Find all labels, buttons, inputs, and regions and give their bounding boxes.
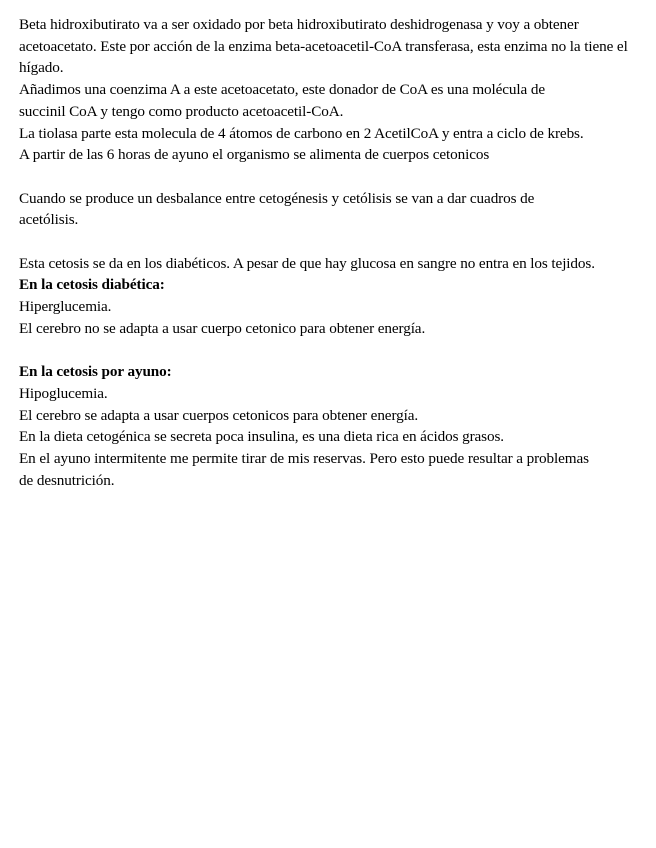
paragraph-ayuno-intermitente: En el ayuno intermitente me permite tirar de mis reservas. Pero esto puede resultar a problemas de desnutrición. (19, 450, 589, 489)
paragraph-hipoglucemia: Hipoglucemia. (19, 384, 108, 402)
paragraph-tiolasa: La tiolasa parte esta molecula de 4 átomos de carbono en 2 AcetilCoA y entra a ciclo de krebs. (19, 124, 584, 142)
paragraph-hiperglucemia: Hiperglucemia. (19, 298, 112, 316)
blank-line (19, 231, 649, 253)
paragraph-cerebro-no-adapta: El cerebro no se adapta a usar cuerpo cetonico para obtener energía. (19, 319, 426, 337)
paragraph-cerebro-adapta: El cerebro se adapta a usar cuerpos cetonicos para obtener energía. (19, 406, 419, 424)
paragraph-coenzima-a: Añadimos una coenzima A a este acetoacetato, este donador de CoA es una molécula de succinil CoA y tengo como producto acetoacetil-CoA. (19, 81, 546, 120)
document-page (19, 14, 649, 491)
paragraph-dieta-cetogenica: En la dieta cetogénica se secreta poca insulina, es una dieta rica en ácidos grasos. (19, 428, 504, 446)
heading-cetosis-diabetica: En la cetosis diabética: (19, 276, 165, 294)
paragraph-ayuno-6-horas: A partir de las 6 horas de ayuno el organismo se alimenta de cuerpos cetonicos (19, 146, 490, 164)
paragraph-cetosis-diabeticos: Esta cetosis se da en los diabéticos. A pesar de que hay glucosa en sangre no entra en los tejidos. (19, 254, 595, 272)
heading-cetosis-ayuno: En la cetosis por ayuno: (19, 363, 172, 381)
blank-line (19, 340, 649, 362)
blank-line (19, 166, 649, 188)
paragraph-desbalance: Cuando se produce un desbalance entre cetogénesis y cetólisis se van a dar cuadros de acetólisis. (19, 189, 535, 229)
paragraph-beta-hidroxibutirato: Beta hidroxibutirato va a ser oxidado por beta hidroxibutirato deshidrogenasa y voy a obtener acetoacetato. Este por acción de la enzima beta-acetoacetil-CoA transferasa, esta enzima no la tiene el hígado. (19, 16, 628, 77)
